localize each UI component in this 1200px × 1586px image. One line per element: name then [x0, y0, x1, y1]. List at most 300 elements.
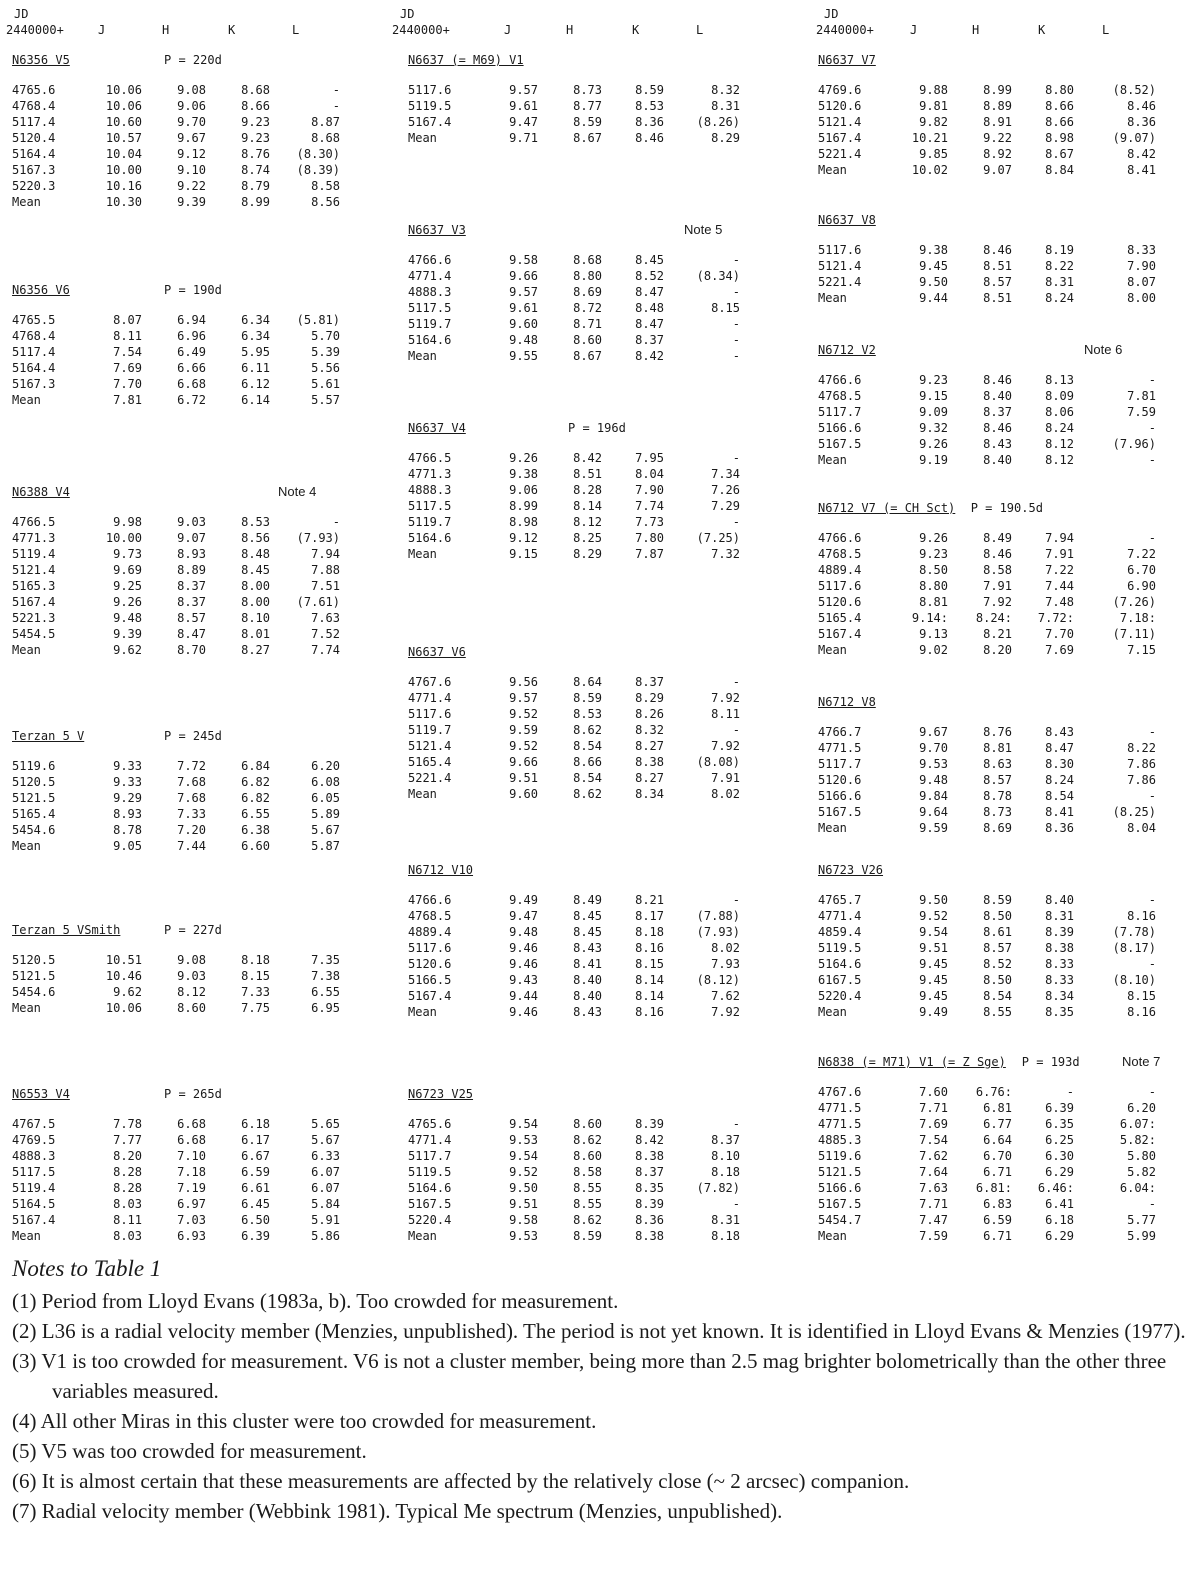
l-cell: 8.29: [711, 131, 740, 145]
h-cell: 8.89: [983, 99, 1012, 113]
h-cell: 8.12: [573, 515, 602, 529]
col-j-label: J: [910, 23, 918, 37]
l-cell: 7.88: [311, 563, 340, 577]
j-cell: 9.57: [509, 285, 538, 299]
j-cell: 9.48: [509, 925, 538, 939]
j-cell: 9.50: [919, 275, 948, 289]
j-cell: 9.73: [113, 547, 142, 561]
star-name: N6356 V5: [12, 53, 70, 67]
k-cell: 5.95: [241, 345, 270, 359]
l-cell: 7.22: [1127, 547, 1156, 561]
l-cell: 5.77: [1127, 1213, 1156, 1227]
k-cell: 8.27: [635, 739, 664, 753]
h-cell: 8.93: [177, 547, 206, 561]
h-cell: 8.62: [573, 787, 602, 801]
j-cell: 9.05: [113, 839, 142, 853]
k-cell: 8.37: [635, 675, 664, 689]
jd-cell: 5120.5: [12, 775, 56, 789]
k-cell: 8.34: [635, 787, 664, 801]
jd-cell: 5117.4: [12, 345, 56, 359]
jd-cell: 5167.4: [408, 989, 452, 1003]
jd-cell: 5167.5: [818, 805, 862, 819]
k-cell: 8.39: [1045, 925, 1074, 939]
k-cell: 8.15: [635, 957, 664, 971]
note-item: (5) V5 was too crowded for measurement.: [12, 1439, 367, 1463]
star-block: [408, 420, 756, 562]
l-cell: 8.68: [311, 131, 340, 145]
k-cell: 6.82: [241, 791, 270, 805]
j-cell: 9.57: [509, 691, 538, 705]
l-cell: -: [1148, 789, 1156, 803]
star-block: [12, 728, 356, 854]
l-cell: (8.08): [696, 755, 740, 769]
j-cell: 9.44: [509, 989, 538, 1003]
l-cell: 6.07: [311, 1165, 340, 1179]
star-block: [12, 1086, 356, 1244]
j-cell: 9.52: [919, 909, 948, 923]
l-cell: 7.18:: [1119, 611, 1156, 625]
j-cell: 8.20: [113, 1149, 142, 1163]
jd-offset-label: 2440000+: [392, 23, 450, 37]
j-cell: 9.59: [509, 723, 538, 737]
j-cell: 7.81: [113, 393, 142, 407]
l-cell: -: [332, 99, 340, 113]
jd-cell: Mean: [818, 1229, 847, 1243]
h-cell: 6.97: [177, 1197, 206, 1211]
k-cell: 6.29: [1045, 1229, 1074, 1243]
k-cell: 8.09: [1045, 389, 1074, 403]
j-cell: 7.63: [919, 1181, 948, 1195]
j-cell: 9.38: [919, 243, 948, 257]
star-name: N6637 V3: [408, 223, 466, 237]
jd-cell: Mean: [12, 393, 41, 407]
h-cell: 6.77: [983, 1117, 1012, 1131]
j-cell: 9.29: [113, 791, 142, 805]
l-cell: 5.80: [1127, 1149, 1156, 1163]
l-cell: 8.36: [1127, 115, 1156, 129]
j-cell: 8.11: [113, 329, 142, 343]
h-cell: 8.59: [573, 1229, 602, 1243]
k-cell: 8.00: [241, 579, 270, 593]
k-cell: 8.59: [635, 83, 664, 97]
l-cell: (8.25): [1112, 805, 1156, 819]
h-cell: 9.67: [177, 131, 206, 145]
jd-cell: 5117.6: [818, 243, 862, 257]
l-cell: -: [732, 285, 740, 299]
l-cell: (8.10): [1112, 973, 1156, 987]
k-cell: 6.35: [1045, 1117, 1074, 1131]
j-cell: 9.70: [919, 741, 948, 755]
jd-cell: 4766.6: [818, 531, 862, 545]
l-cell: 8.16: [1127, 909, 1156, 923]
j-cell: 9.45: [919, 973, 948, 987]
k-cell: 7.75: [241, 1001, 270, 1015]
l-cell: 5.82:: [1119, 1133, 1156, 1147]
j-cell: 7.64: [919, 1165, 948, 1179]
j-cell: 9.25: [113, 579, 142, 593]
l-cell: -: [1148, 1197, 1156, 1211]
k-cell: 6.41: [1045, 1197, 1074, 1211]
l-cell: (7.88): [696, 909, 740, 923]
j-cell: 9.64: [919, 805, 948, 819]
star-block: [818, 52, 1172, 178]
jd-cell: 5165.3: [12, 579, 56, 593]
h-cell: 8.57: [983, 941, 1012, 955]
jd-cell: 5119.4: [12, 547, 56, 561]
h-cell: 8.58: [983, 563, 1012, 577]
k-cell: 7.69: [1045, 643, 1074, 657]
h-cell: 8.53: [573, 707, 602, 721]
jd-cell: 4767.6: [818, 1085, 862, 1099]
jd-cell: 5221.4: [818, 147, 862, 161]
k-cell: 9.23: [241, 115, 270, 129]
k-cell: 8.39: [635, 1117, 664, 1131]
l-cell: 6.70: [1127, 563, 1156, 577]
k-cell: 8.29: [635, 691, 664, 705]
j-cell: 9.61: [509, 99, 538, 113]
k-cell: 8.48: [635, 301, 664, 315]
l-cell: -: [732, 675, 740, 689]
l-cell: (7.96): [1112, 437, 1156, 451]
l-cell: -: [732, 515, 740, 529]
j-cell: 9.71: [509, 131, 538, 145]
l-cell: 5.99: [1127, 1229, 1156, 1243]
l-cell: 6.04:: [1119, 1181, 1156, 1195]
l-cell: (9.07): [1112, 131, 1156, 145]
jd-offset-label: 2440000+: [6, 23, 64, 37]
jd-cell: 5220.4: [818, 989, 862, 1003]
k-cell: 8.31: [1045, 275, 1074, 289]
h-cell: 7.68: [177, 791, 206, 805]
jd-cell: 5166.5: [408, 973, 452, 987]
jd-cell: Mean: [12, 643, 41, 657]
k-cell: 6.18: [241, 1117, 270, 1131]
col-k-label: K: [228, 23, 236, 37]
note-item: (7) Radial velocity member (Webbink 1981). Typical Me spectrum (Menzies, unpublished).: [12, 1499, 783, 1523]
star-name: Terzan 5 VSmith: [12, 923, 121, 937]
jd-cell: 5221.4: [818, 275, 862, 289]
jd-cell: Mean: [408, 1005, 437, 1019]
k-cell: 8.80: [1045, 83, 1074, 97]
period-label: P = 193d: [1021, 1055, 1080, 1069]
star-block: [408, 1086, 756, 1244]
j-cell: 9.19: [919, 453, 948, 467]
l-cell: 7.92: [711, 691, 740, 705]
k-cell: 8.35: [1045, 1005, 1074, 1019]
k-cell: 6.25: [1045, 1133, 1074, 1147]
h-cell: 8.49: [573, 893, 602, 907]
jd-cell: 4768.5: [408, 909, 452, 923]
k-cell: 6.30: [1045, 1149, 1074, 1163]
j-cell: 9.55: [509, 349, 538, 363]
j-cell: 8.28: [113, 1165, 142, 1179]
h-cell: 8.70: [177, 643, 206, 657]
j-cell: 9.45: [919, 259, 948, 273]
l-cell: -: [1148, 893, 1156, 907]
h-cell: 8.43: [573, 1005, 602, 1019]
k-cell: 9.23: [241, 131, 270, 145]
k-cell: 8.66: [241, 99, 270, 113]
jd-cell: 4768.5: [818, 389, 862, 403]
l-cell: 6.20: [311, 759, 340, 773]
k-cell: 8.38: [1045, 941, 1074, 955]
h-cell: 7.33: [177, 807, 206, 821]
h-cell: 8.46: [983, 421, 1012, 435]
star-name: N6637 V8: [818, 213, 876, 227]
l-cell: 8.16: [1127, 1005, 1156, 1019]
jd-cell: 5220.4: [408, 1213, 452, 1227]
j-cell: 9.84: [919, 789, 948, 803]
h-cell: 9.03: [177, 969, 206, 983]
h-cell: 7.68: [177, 775, 206, 789]
star-block: [818, 342, 1172, 468]
j-cell: 7.70: [113, 377, 142, 391]
jd-offset-label: 2440000+: [816, 23, 874, 37]
k-cell: 8.38: [635, 755, 664, 769]
table-notes: [12, 1254, 1192, 1526]
l-cell: (8.30): [296, 147, 340, 161]
col-h-label: H: [972, 23, 980, 37]
j-cell: 7.77: [113, 1133, 142, 1147]
h-cell: 7.91: [983, 579, 1012, 593]
h-cell: 8.89: [177, 563, 206, 577]
jd-cell: 4889.4: [818, 563, 862, 577]
jd-cell: 4766.5: [408, 451, 452, 465]
l-cell: 8.00: [1127, 291, 1156, 305]
notes-heading: Notes to Table 1: [12, 1256, 162, 1281]
l-cell: -: [1148, 421, 1156, 435]
k-cell: 8.12: [1045, 453, 1074, 467]
period-label: P = 196d: [568, 421, 626, 435]
h-cell: 8.55: [983, 1005, 1012, 1019]
jd-cell: 5121.4: [818, 115, 862, 129]
jd-cell: 5119.7: [408, 317, 452, 331]
jd-cell: 4885.3: [818, 1133, 862, 1147]
k-cell: 7.48: [1045, 595, 1074, 609]
j-cell: 9.53: [919, 757, 948, 771]
j-cell: 9.06: [509, 483, 538, 497]
l-cell: 7.34: [711, 467, 740, 481]
l-cell: 5.86: [311, 1229, 340, 1243]
jd-cell: 5220.3: [12, 179, 56, 193]
l-cell: -: [1148, 1085, 1156, 1099]
star-name: N6553 V4: [12, 1087, 70, 1101]
l-cell: -: [732, 1197, 740, 1211]
k-cell: 8.45: [635, 253, 664, 267]
jd-cell: Mean: [818, 163, 847, 177]
h-cell: 8.12: [177, 985, 206, 999]
h-cell: 7.19: [177, 1181, 206, 1195]
jd-cell: 4771.3: [408, 467, 452, 481]
l-cell: 7.90: [1127, 259, 1156, 273]
l-cell: 7.94: [311, 547, 340, 561]
j-cell: 9.56: [509, 675, 538, 689]
h-cell: 7.20: [177, 823, 206, 837]
jd-cell: 4888.3: [408, 285, 452, 299]
jd-cell: 4769.5: [12, 1133, 56, 1147]
j-cell: 9.98: [113, 515, 142, 529]
k-cell: 7.80: [635, 531, 664, 545]
h-cell: 7.10: [177, 1149, 206, 1163]
l-cell: 8.31: [711, 99, 740, 113]
l-cell: 6.20: [1127, 1101, 1156, 1115]
h-cell: 8.77: [573, 99, 602, 113]
h-cell: 8.54: [573, 739, 602, 753]
l-cell: 8.15: [711, 301, 740, 315]
h-cell: 8.92: [983, 147, 1012, 161]
k-cell: 8.43: [1045, 725, 1074, 739]
j-cell: 10.00: [105, 163, 142, 177]
k-cell: 7.95: [635, 451, 664, 465]
j-cell: 9.47: [509, 115, 538, 129]
h-cell: 7.44: [177, 839, 206, 853]
l-cell: (7.25): [696, 531, 740, 545]
j-cell: 9.88: [919, 83, 948, 97]
col-j-label: J: [98, 23, 106, 37]
note-reference: Note 5: [684, 222, 723, 237]
jd-cell: Mean: [408, 131, 437, 145]
h-cell: 8.40: [983, 389, 1012, 403]
k-cell: 8.68: [241, 83, 270, 97]
jd-cell: Mean: [12, 839, 41, 853]
col-l-label: L: [1102, 23, 1110, 37]
k-cell: 8.36: [635, 1213, 664, 1227]
k-cell: 8.76: [241, 147, 270, 161]
j-cell: 9.69: [113, 563, 142, 577]
h-cell: 8.80: [573, 269, 602, 283]
j-cell: 9.81: [919, 99, 948, 113]
k-cell: 8.48: [241, 547, 270, 561]
l-cell: 6.33: [311, 1149, 340, 1163]
l-cell: 8.07: [1127, 275, 1156, 289]
j-cell: 8.78: [113, 823, 142, 837]
j-cell: 9.33: [113, 759, 142, 773]
jd-cell: 4766.7: [818, 725, 862, 739]
jd-cell: 5120.5: [12, 953, 56, 967]
j-cell: 9.48: [509, 333, 538, 347]
note-reference: Note 6: [1084, 342, 1123, 357]
j-cell: 9.33: [113, 775, 142, 789]
col-h-label: H: [566, 23, 574, 37]
jd-cell: 5454.6: [12, 823, 56, 837]
jd-cell: 5167.4: [408, 115, 452, 129]
j-cell: 9.46: [509, 1005, 538, 1019]
jd-cell: 5119.5: [818, 941, 862, 955]
k-cell: 8.15: [241, 969, 270, 983]
l-cell: 7.52: [311, 627, 340, 641]
k-cell: 6.60: [241, 839, 270, 853]
j-cell: 9.38: [509, 467, 538, 481]
j-cell: 7.69: [113, 361, 142, 375]
jd-cell: 5117.5: [408, 499, 452, 513]
jd-cell: 5119.7: [408, 723, 452, 737]
l-cell: -: [332, 515, 340, 529]
l-cell: 7.51: [311, 579, 340, 593]
k-cell: 8.42: [635, 1133, 664, 1147]
j-cell: 9.66: [509, 755, 538, 769]
l-cell: 8.46: [1127, 99, 1156, 113]
h-cell: 6.59: [983, 1213, 1012, 1227]
j-cell: 10.51: [105, 953, 142, 967]
j-cell: 9.26: [919, 437, 948, 451]
jd-cell: 5121.5: [818, 1165, 862, 1179]
j-cell: 9.46: [509, 957, 538, 971]
jd-cell: 4889.4: [408, 925, 452, 939]
h-cell: 6.83: [983, 1197, 1012, 1211]
h-cell: 9.22: [177, 179, 206, 193]
jd-cell: 5117.7: [408, 1149, 452, 1163]
j-cell: 9.52: [509, 707, 538, 721]
j-cell: 9.51: [919, 941, 948, 955]
j-cell: 10.02: [911, 163, 948, 177]
star-block: [408, 862, 756, 1020]
h-cell: 8.54: [983, 989, 1012, 1003]
jd-cell: 5167.3: [12, 163, 56, 177]
note-item: (4) All other Miras in this cluster were too crowded for measurement.: [12, 1409, 597, 1433]
jd-label: JD: [400, 7, 415, 21]
l-cell: -: [1148, 453, 1156, 467]
h-cell: 9.07: [177, 531, 206, 545]
h-cell: 8.40: [983, 453, 1012, 467]
k-cell: 8.27: [635, 771, 664, 785]
j-cell: 10.06: [105, 99, 142, 113]
k-cell: 8.79: [241, 179, 270, 193]
j-cell: 10.46: [105, 969, 142, 983]
l-cell: -: [332, 83, 340, 97]
j-cell: 10.21: [911, 131, 948, 145]
star-block: [12, 484, 356, 658]
h-cell: 8.54: [573, 771, 602, 785]
j-cell: 8.03: [113, 1197, 142, 1211]
l-cell: 6.90: [1127, 579, 1156, 593]
star-block: [408, 222, 756, 364]
jd-cell: 5117.6: [408, 941, 452, 955]
l-cell: 8.87: [311, 115, 340, 129]
j-cell: 9.60: [509, 317, 538, 331]
jd-cell: 5119.4: [12, 1181, 56, 1195]
j-cell: 8.50: [919, 563, 948, 577]
k-cell: 8.21: [635, 893, 664, 907]
j-cell: 9.62: [113, 985, 142, 999]
j-cell: 9.13: [919, 627, 948, 641]
jd-label: JD: [824, 7, 839, 21]
star-block: [818, 212, 1172, 306]
jd-cell: 4771.4: [408, 691, 452, 705]
h-cell: 9.08: [177, 953, 206, 967]
l-cell: 7.92: [711, 739, 740, 753]
jd-cell: 5166.6: [818, 1181, 862, 1195]
note-item: (3) V1 is too crowded for measurement. V6 is not a cluster member, being more than 2.5 mag brighter bolometrically than the other three variables measured.: [12, 1349, 1167, 1403]
k-cell: 8.24: [1045, 291, 1074, 305]
l-cell: 8.18: [711, 1165, 740, 1179]
l-cell: 8.56: [311, 195, 340, 209]
jd-cell: 5164.4: [12, 147, 56, 161]
j-cell: 9.44: [919, 291, 948, 305]
h-cell: 6.68: [177, 1133, 206, 1147]
h-cell: 8.76: [983, 725, 1012, 739]
j-cell: 9.32: [919, 421, 948, 435]
k-cell: 8.67: [1045, 147, 1074, 161]
jd-cell: 5164.6: [408, 1181, 452, 1195]
period-label: P = 227d: [164, 923, 222, 937]
star-name: N6712 V8: [818, 695, 876, 709]
l-cell: 8.02: [711, 941, 740, 955]
l-cell: 8.18: [711, 1229, 740, 1243]
j-cell: 9.23: [919, 373, 948, 387]
star-name: N6637 V6: [408, 645, 466, 659]
jd-cell: 4765.6: [408, 1117, 452, 1131]
l-cell: 7.32: [711, 547, 740, 561]
